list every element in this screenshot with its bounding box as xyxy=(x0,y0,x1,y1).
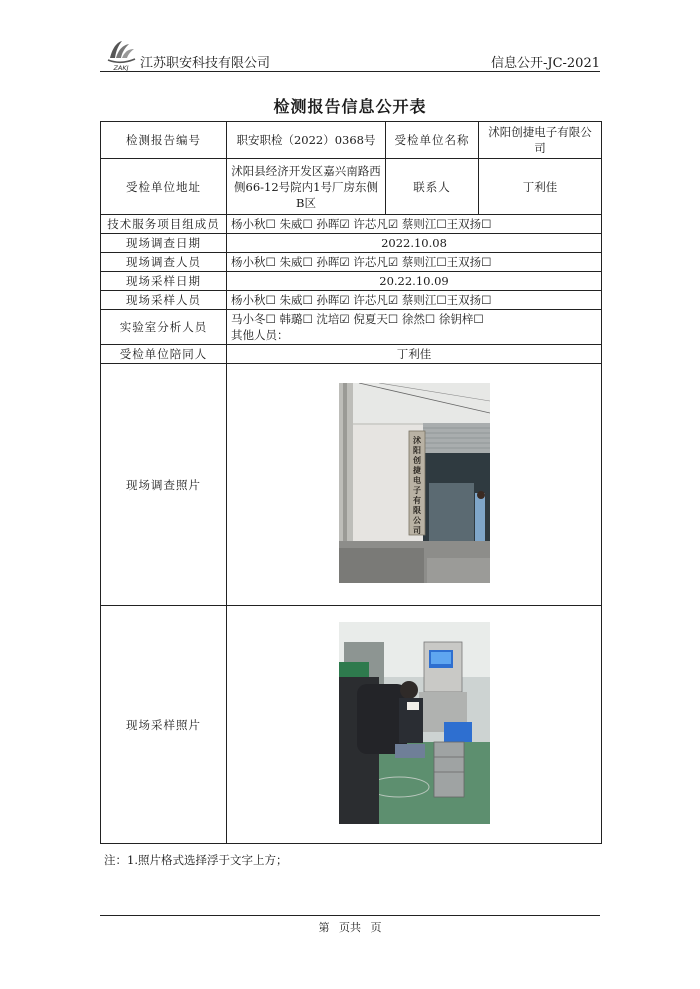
sign-char: 阳 xyxy=(412,444,421,455)
logo-mark-icon xyxy=(104,38,138,72)
document-code: 信息公开-JC-2021 xyxy=(490,56,600,71)
sampling-date-label: 现场采样日期 xyxy=(101,272,227,291)
address-value: 沭阳县经济开发区嘉兴南路西侧66-12号院内1号厂房东侧B区 xyxy=(227,159,386,215)
table-row xyxy=(101,234,602,253)
lab-staff-value xyxy=(227,310,602,345)
survey-photo-label: 现场调查照片 xyxy=(101,364,227,606)
company-logo xyxy=(104,38,138,72)
lab-staff-line-2: 其他人员： xyxy=(231,328,289,342)
report-no-value: 职安职检（2022）0368号 xyxy=(227,122,386,159)
sign-char: 子 xyxy=(412,484,421,495)
survey-staff-value: 杨小秋☐ 朱威☐ 孙晖☑ 许芯凡☑ 蔡则江☐王双扬☐ xyxy=(227,253,602,272)
page-title: 检测报告信息公开表 xyxy=(273,97,427,116)
page-header xyxy=(100,38,600,72)
unit-name-value: 沭阳创捷电子有限公司 xyxy=(479,122,602,159)
table-row xyxy=(101,310,602,345)
table-row xyxy=(101,272,602,291)
sign-char: 沭 xyxy=(412,434,421,445)
footer-divider xyxy=(100,915,600,916)
report-no-label: 检测报告编号 xyxy=(101,122,227,159)
sampling-photo xyxy=(339,622,490,824)
table-row xyxy=(101,364,602,606)
header-divider xyxy=(100,71,600,72)
table-row xyxy=(101,159,602,215)
survey-staff-label: 现场调查人员 xyxy=(101,253,227,272)
escort-label: 受检单位陪同人 xyxy=(101,345,227,364)
sampling-photo-label: 现场采样照片 xyxy=(101,606,227,844)
survey-date-value: 2022.10.08 xyxy=(227,234,602,253)
tech-team-value: 杨小秋☐ 朱威☐ 孙晖☑ 许芯凡☑ 蔡则江☐王双扬☐ xyxy=(227,215,602,234)
tech-team-label: 技术服务项目组成员 xyxy=(101,215,227,234)
sampling-staff-label: 现场采样人员 xyxy=(101,291,227,310)
unit-name-label: 受检单位名称 xyxy=(386,122,479,159)
lab-staff-label: 实验室分析人员 xyxy=(101,310,227,345)
table-row xyxy=(101,606,602,844)
info-table xyxy=(100,121,602,844)
sign-char: 限 xyxy=(412,504,421,515)
logo-text: ZAKJ xyxy=(113,64,129,72)
contact-value: 丁利佳 xyxy=(479,159,602,215)
escort-value: 丁利佳 xyxy=(227,345,602,364)
contact-label: 联系人 xyxy=(386,159,479,215)
address-label: 受检单位地址 xyxy=(101,159,227,215)
sign-char: 公 xyxy=(412,514,421,525)
sampling-staff-value: 杨小秋☐ 朱威☐ 孙晖☑ 许芯凡☑ 蔡则江☐王双扬☐ xyxy=(227,291,602,310)
sign-char: 有 xyxy=(412,494,421,505)
company-name: 江苏职安科技有限公司 xyxy=(140,56,271,71)
page-number-footer: 第 页共 页 xyxy=(318,921,382,934)
table-row xyxy=(101,291,602,310)
sign-char: 捷 xyxy=(412,464,421,475)
survey-date-label: 现场调查日期 xyxy=(101,234,227,253)
survey-photo-cell xyxy=(227,364,602,606)
sign-char: 创 xyxy=(412,454,421,465)
table-row xyxy=(101,122,602,159)
sampling-photo-cell xyxy=(227,606,602,844)
sampling-date-value: 20.22.10.09 xyxy=(227,272,602,291)
footnote: 注：1.照片格式选择浮于文字上方； xyxy=(104,853,288,867)
lab-staff-line-1: 马小冬☐ 韩璐☐ 沈培☑ 倪夏天☐ 徐然☐ 徐钥梓☐ xyxy=(231,312,484,326)
survey-photo xyxy=(339,383,490,583)
sign-char: 电 xyxy=(412,474,421,485)
table-row xyxy=(101,345,602,364)
table-row xyxy=(101,253,602,272)
sign-char: 司 xyxy=(412,524,421,535)
table-row xyxy=(101,215,602,234)
